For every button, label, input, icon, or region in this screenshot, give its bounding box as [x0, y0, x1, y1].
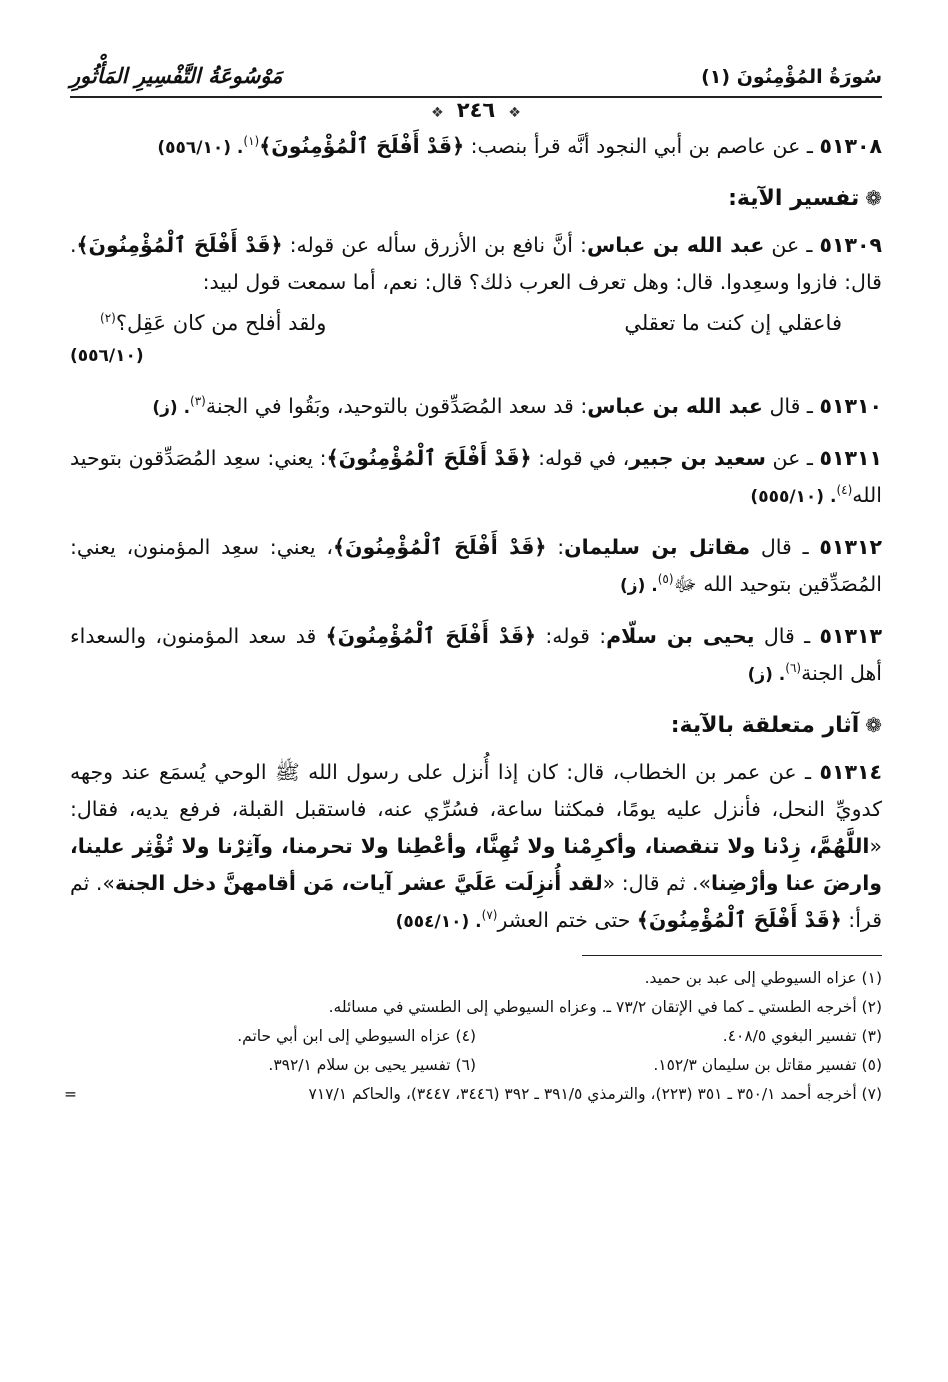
narration-text: ، يعني: سعِد المؤمنون، يعني: المُصَدِّقين بتوحيد الله ﷻ [70, 535, 882, 596]
narration-51311 [70, 440, 882, 516]
footnote-5: (٥) تفسير مقاتل بن سليمان ١٥٢/٣. [653, 1056, 882, 1074]
narration-51313 [70, 618, 882, 694]
footnote-4: (٤) عزاه السيوطي إلى ابن أبي حاتم. [237, 1027, 476, 1045]
narration-text: ـ عن [765, 446, 813, 470]
narration-text: ـ عن عاصم بن أبي النجود أنَّه قرأ بنصب: [464, 134, 813, 158]
narration-51309 [70, 227, 882, 301]
footnote-6: (٦) تفسير يحيى بن سلام ٣٩٢/١. [268, 1056, 476, 1074]
page-number: ٢٤٦ [456, 98, 496, 122]
flower-icon: ❁ [865, 186, 882, 210]
footnote-marker: (٧) [481, 908, 498, 923]
footnote-marker: (٥) [657, 572, 674, 587]
narration-text: : قوله: [536, 624, 607, 648]
narration-text: . قال: فازوا وسعِدوا. قال: وهل تعرف العرب ذلك؟ قال: نعم، أما سمعت قول لبيد: [70, 233, 882, 294]
narration-number: ٥١٣١٢ [819, 535, 882, 559]
footnote-marker: (٣) [190, 394, 206, 409]
narrator-name: عبد الله بن عباس [586, 233, 765, 257]
continuation-mark: = [64, 1085, 77, 1103]
section-heading-athar [70, 707, 882, 744]
footnotes [64, 964, 882, 1109]
narration-text: ». ثم قال: « [602, 871, 712, 895]
narration-text: : [546, 535, 565, 559]
narration-text: ـ قال [762, 394, 813, 418]
ornament-icon: ❖ [431, 105, 444, 121]
footnote-row [70, 1051, 882, 1080]
narration-number: ٥١٣١٣ [819, 624, 882, 648]
volume-reference: . (ز) [152, 398, 191, 418]
ornament-icon: ❖ [508, 105, 521, 121]
footnote-3: (٣) تفسير البغوي ٤٠٨/٥. [722, 1027, 882, 1045]
narration-51310 [70, 388, 882, 427]
footnote-1: (١) عزاه السيوطي إلى عبد بن حميد. [644, 969, 882, 987]
narration-number: ٥١٣١٤ [819, 760, 882, 784]
section-title: تفسير الآية: [728, 186, 860, 211]
running-header [70, 60, 882, 98]
narrator-name: سعيد بن جبير [629, 446, 766, 470]
footnote-separator [582, 955, 882, 956]
narration-text: ـ قال [754, 624, 811, 648]
volume-reference: . (ز) [747, 665, 786, 685]
narration-51308 [70, 128, 882, 167]
narration-number: ٥١٣٠٨ [819, 134, 882, 158]
footnote-marker: (٦) [785, 661, 802, 676]
footnote-7-text: (٧) أخرجه أحمد ٣٥٠/١ ـ ٣٥١ (٢٢٣)، والترمذي ٣٩١/٥ ـ ٣٩٢ (٣٤٤٦، ٣٤٤٧)، والحاكم ٧١٧/١ [308, 1085, 882, 1103]
book-page [64, 60, 882, 1360]
narration-51312 [70, 529, 882, 605]
prophetic-statement: لقد أُنزِلَت عَلَيَّ عشر آيات، مَن أقامهنَّ دخل الجنة [114, 871, 603, 895]
quran-verse: ﴿قَدْ أَفْلَحَ ٱلْمُؤْمِنُونَ﴾ [636, 908, 842, 932]
volume-reference: . (ز) [620, 576, 658, 596]
footnote-7 [64, 1080, 882, 1109]
narrator-name: عبد الله بن عباس [587, 394, 763, 418]
quran-verse: ﴿قَدْ أَفْلَحَ ٱلْمُؤْمِنُونَ﴾ [325, 624, 537, 648]
narration-text: ، في قوله: [531, 446, 630, 470]
poem-hemistich-first: فاعقلي إن كنت ما تعقلي [624, 311, 842, 335]
flower-icon: ❁ [865, 713, 882, 737]
narration-text: حتى ختم العشر [497, 908, 637, 932]
prophetic-supplication: اللَّهُمَّ، زِدْنا ولا تنقصنا، وأكرِمْنا ولا تُهِنَّا، وأعْطِنا ولا تحرمنا، وآثِرْنا ولا تُؤْثِر علينا، وارضَ عنا وأرْضِنا [70, 834, 882, 895]
narration-text: : يعني: سعِد المُصَدِّقون بتوحيد الله [70, 446, 882, 507]
narration-text: ». ثم قرأ: [70, 871, 882, 932]
main-text [70, 128, 882, 941]
volume-reference: . (٥٥٥/١٠) [750, 487, 837, 507]
footnote-2: (٢) أخرجه الطستي ـ كما في الإتقان ٧٣/٢ ـ. وعزاه السيوطي إلى الطستي في مسائله. [328, 998, 882, 1016]
narration-text: ـ قال [750, 535, 809, 559]
quran-verse: ﴿قَدْ أَفْلَحَ ٱلْمُؤْمِنُونَ﴾ [332, 535, 547, 559]
narration-number: ٥١٣١٠ [819, 394, 882, 418]
volume-reference: . (٥٥٤/١٠) [395, 912, 482, 932]
narration-text: : قد سعد المُصَدِّقون بالتوحيد، وبَقُوا في الجنة [205, 394, 588, 418]
narrator-name: مقاتل بن سليمان [564, 535, 751, 559]
surah-title: سُورَةُ المُؤْمِنُونَ (١) [701, 66, 882, 88]
narration-text: : أنَّ نافع بن الأزرق سأله عن قوله: [282, 233, 587, 257]
footnote-row [70, 1022, 882, 1051]
volume-reference: . (٥٥٦/١٠) [157, 138, 244, 158]
narrator-name: يحيى بن سلّام [606, 624, 755, 648]
narration-51314 [70, 754, 882, 941]
narration-text: قد سعد المؤمنون، والسعداء أهل الجنة [70, 624, 882, 685]
quran-verse: ﴿قَدْ أَفْلَحَ ٱلْمُؤْمِنُونَ﴾ [259, 134, 465, 158]
footnote-marker: (٤) [836, 483, 853, 498]
narration-number: ٥١٣٠٩ [819, 233, 882, 257]
footnote-marker: (١) [243, 134, 260, 149]
page-number-row [70, 98, 882, 128]
quran-verse: ﴿قَدْ أَفْلَحَ ٱلْمُؤْمِنُونَ﴾ [326, 446, 532, 470]
footnote-marker: (٢) [100, 311, 116, 325]
section-title: آثار متعلقة بالآية: [670, 713, 860, 738]
narration-text: ـ عن [764, 233, 813, 257]
book-title: مَوْسُوعَةُ التَّفْسِيرِ المَأْثُورِ [70, 64, 283, 88]
narration-text: ـ عن عمر بن الخطاب، قال: كان إذا أُنزل على رسول الله ﷺ الوحي يُسمَع عند وجهه كدويِّ النحل، فأنزل عليه يومًا، فمكثنا ساعة، فسُرِّي عنه، فاستقبل القبلة، فرفع يديه، فقال: « [70, 760, 882, 858]
section-heading-tafsir [70, 180, 882, 217]
narration-number: ٥١٣١١ [819, 446, 882, 470]
poem-hemistich-text: ولقد أفلح من كان عَقِل؟ [115, 311, 327, 335]
volume-reference: (٥٥٦/١٠) [70, 346, 144, 366]
quran-verse: ﴿قَدْ أَفْلَحَ ٱلْمُؤْمِنُونَ﴾ [76, 233, 283, 257]
